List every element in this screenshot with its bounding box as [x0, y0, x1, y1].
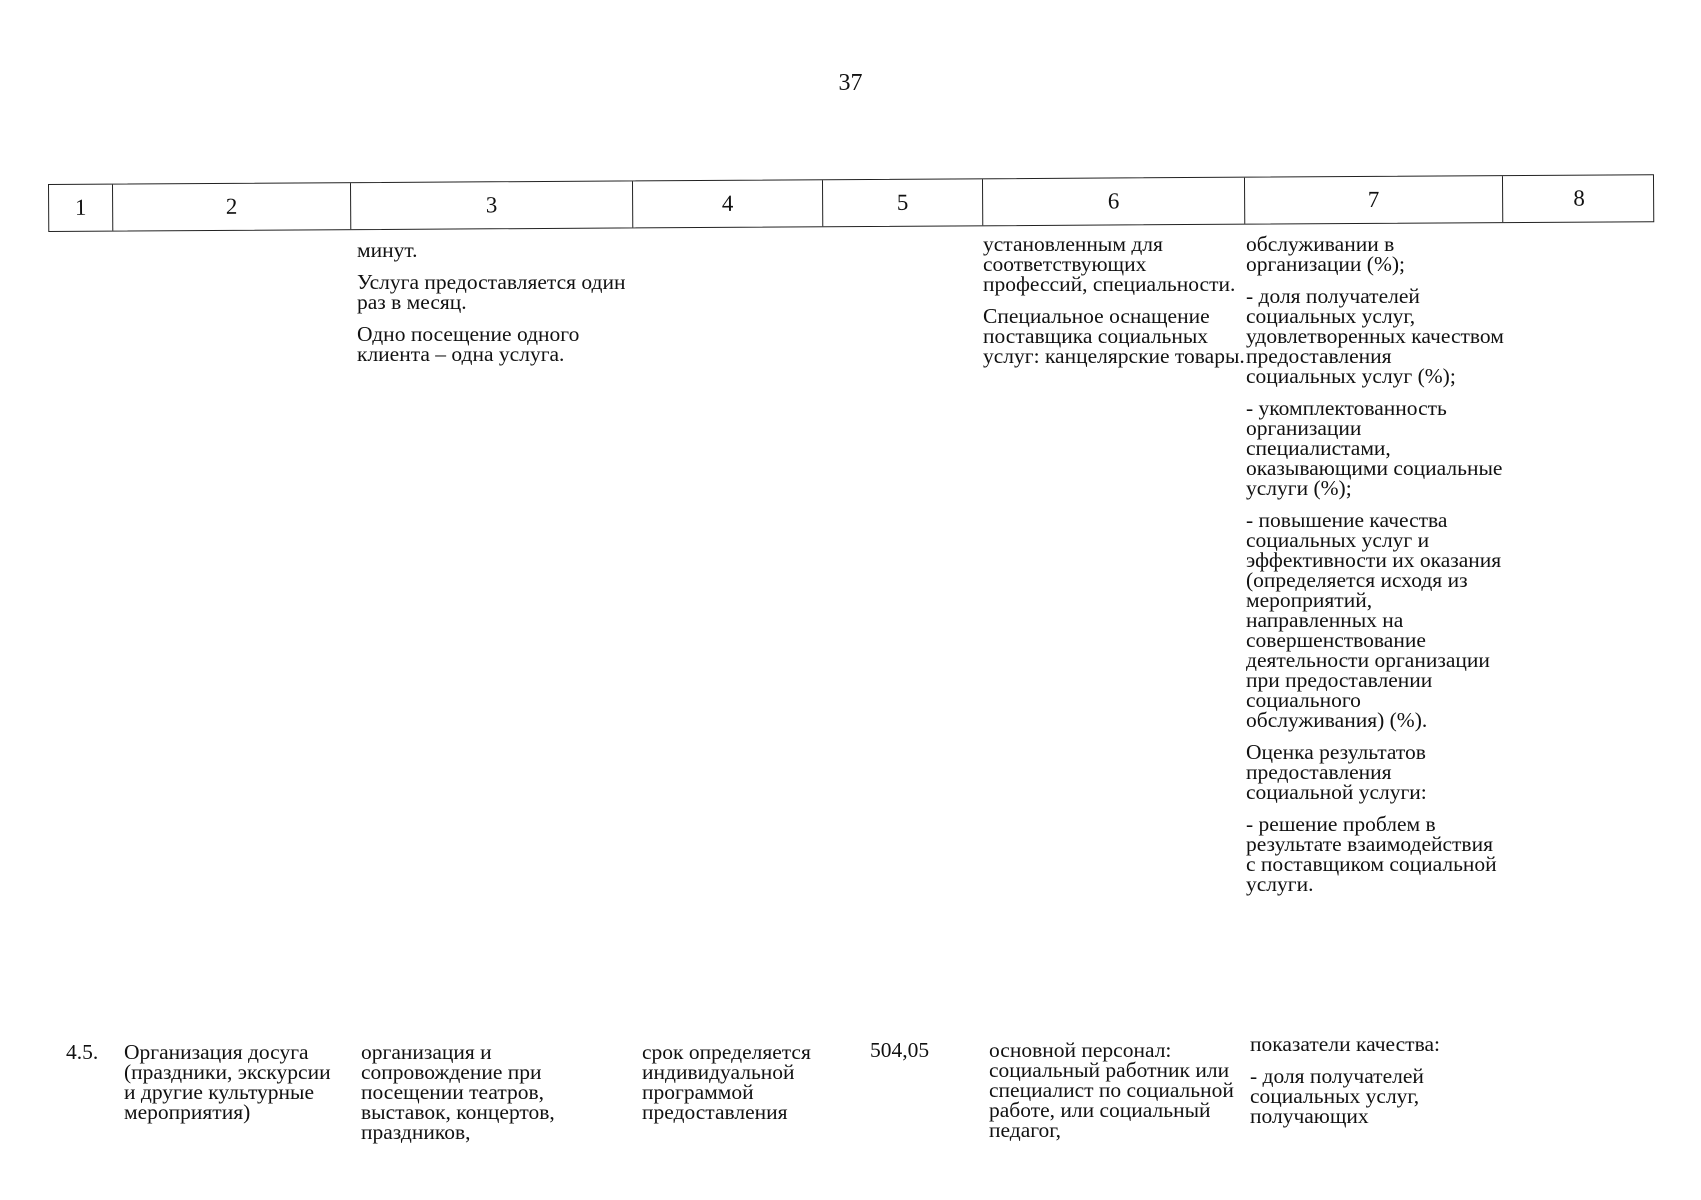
col3-paragraph: Одно посещение одного клиента – одна услуга.	[357, 322, 580, 366]
col7-paragraph: - укомплектованность организации специалистами, оказывающими социальные услуги (%);	[1246, 396, 1503, 500]
header-col-7: 7	[1245, 176, 1503, 224]
col3-paragraph: Услуга предоставляется один раз в месяц.	[357, 270, 626, 314]
service-rate: 504,05	[870, 1038, 930, 1062]
col7-paragraph: - доля получателей социальных услуг, удовлетворенных качеством предоставления социальных услуг (%);	[1246, 284, 1504, 388]
col7-paragraph: Оценка результатов предоставления социальной услуги:	[1246, 740, 1427, 804]
col7-paragraph: - повышение качества социальных услуг и эффективности их оказания (определяется исходя из мероприятий, направленных на совершенствование деятельности организации при предоставлении социального обслуживания) (%).	[1246, 508, 1502, 732]
table-header-row	[48, 174, 1654, 232]
indicator-paragraph: - доля получателей социальных услуг, получающих	[1250, 1064, 1424, 1128]
header-col-2: 2	[113, 183, 351, 230]
service-term: срок определяется индивидуальной программой предоставления	[642, 1040, 811, 1124]
col6-paragraph: Специальное оснащение поставщика социальных услуг: канцелярские товары.	[983, 304, 1245, 368]
service-name: Организация досуга (праздники, экскурсии и другие культурные мероприятия)	[124, 1040, 331, 1124]
header-col-8: 8	[1573, 185, 1585, 211]
header-col-3: 3	[351, 181, 633, 229]
page-number: 37	[838, 70, 863, 96]
col6-paragraph: установленным для соответствующих профессий, специальности.	[983, 232, 1236, 296]
header-col-4: 4	[633, 180, 823, 227]
service-description: организация и сопровождение при посещении театров, выставок, концертов, праздников,	[361, 1040, 555, 1144]
header-col-1: 1	[49, 185, 113, 231]
header-col-6: 6	[983, 178, 1245, 226]
indicator-paragraph: показатели качества:	[1250, 1032, 1440, 1056]
continuation-col7	[1246, 234, 1504, 894]
row-number: 4.5.	[66, 1040, 99, 1064]
header-col-5: 5	[823, 179, 983, 226]
col7-paragraph: обслуживании в организации (%);	[1246, 232, 1406, 276]
col3-paragraph: минут.	[357, 238, 418, 262]
col7-paragraph: - решение проблем в результате взаимодействия с поставщиком социальной услуги.	[1246, 812, 1497, 896]
service-indicators	[1250, 1034, 1508, 1126]
continuation-col3	[357, 240, 627, 364]
continuation-col6	[983, 234, 1245, 366]
service-conditions: основной персонал: социальный работник или специалист по социальной работе, или социальный педагог,	[989, 1038, 1234, 1142]
